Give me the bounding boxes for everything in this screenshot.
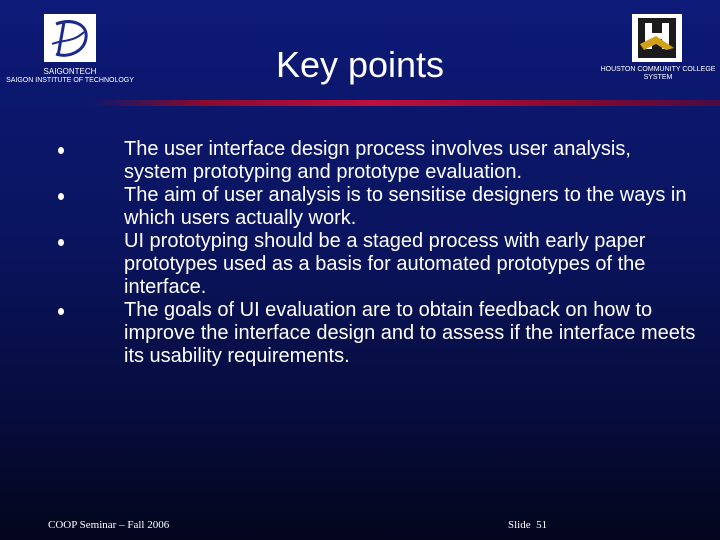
bullet-item (56, 184, 696, 230)
bullet-item (56, 299, 696, 368)
saigontech-name: SAIGONTECH (43, 67, 97, 76)
bullet-item (56, 138, 696, 184)
bullet-dot-icon (58, 239, 64, 246)
footer-slide-number: Slide 51 (508, 519, 548, 531)
houston-cc-name: HOUSTON COMMUNITY COLLEGE SYSTEM (600, 66, 716, 81)
houston-cc-logo-icon (632, 14, 682, 62)
bullet-text: The goals of UI evaluation are to obtain feedback on how to improve the interface design and to assess if the interface meets its usability requirements. (124, 299, 696, 367)
saigontech-logo-icon (44, 14, 96, 62)
bullet-text: The user interface design process involves user analysis, system prototyping and prototype evaluation. (124, 138, 631, 183)
saigontech-subtitle: SAIGON INSTITUTE OF TECHNOLOGY (6, 77, 134, 84)
slide-title: Key points (275, 44, 445, 85)
bullet-list (56, 138, 696, 368)
footer-course-label: COOP Seminar – Fall 2006 (48, 519, 170, 531)
bullet-text: UI prototyping should be a staged process with early paper prototypes used as a basis for automated prototypes of the interface. (124, 230, 646, 298)
bullet-dot-icon (58, 308, 64, 315)
bullet-dot-icon (58, 193, 64, 200)
bullet-text: The aim of user analysis is to sensitise designers to the ways in which users actually work. (124, 184, 687, 229)
title-divider (90, 100, 720, 106)
bullet-item (56, 230, 696, 299)
bullet-dot-icon (58, 147, 64, 154)
